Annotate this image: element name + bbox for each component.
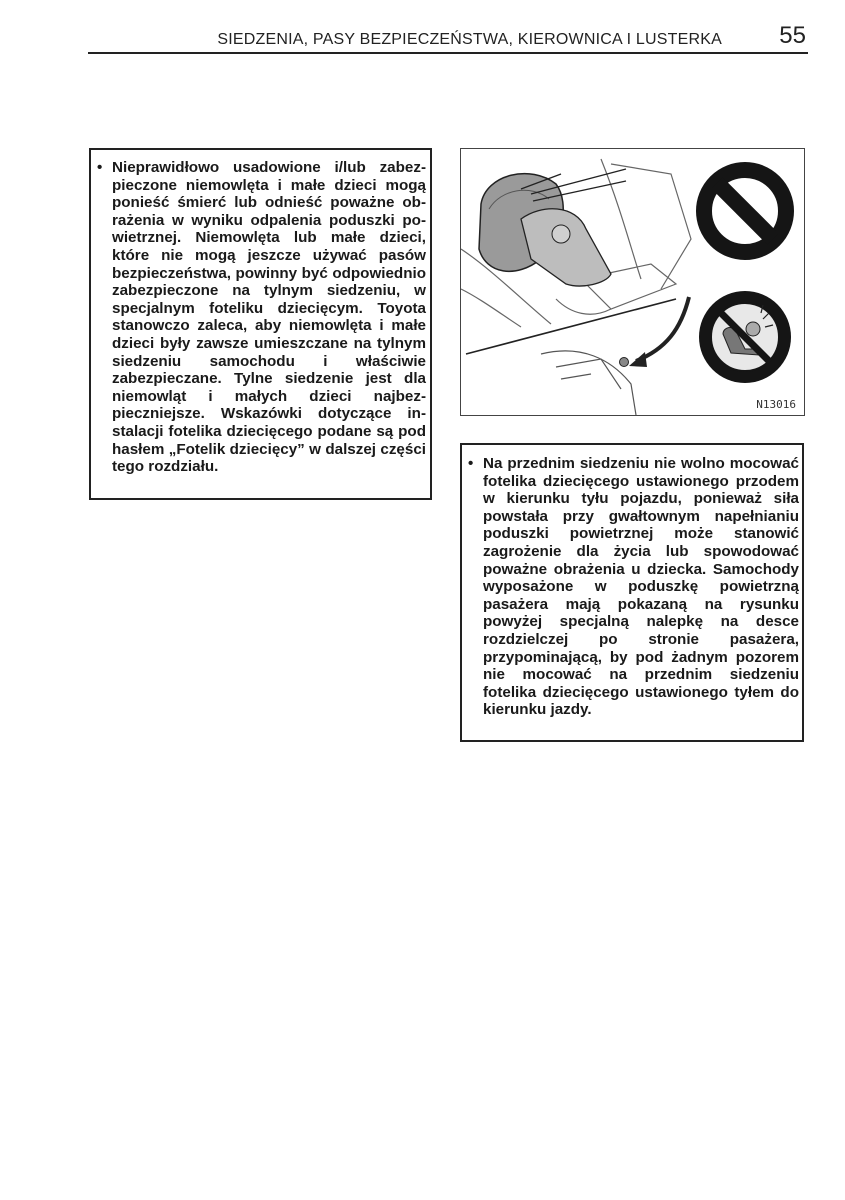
- chapter-title: SIEDZENIA, PASY BEZPIECZEŃSTWA, KIEROWNICA I LUSTERKA: [217, 31, 722, 48]
- page-number: 55: [779, 22, 806, 49]
- figure-code: N13016: [756, 398, 796, 411]
- airbag-warning-illustration: [460, 148, 805, 416]
- warning-text: Nieprawidłowo usadowione i/lub zabezpieczone niemowlęta i małe dzieci mogą ponieść śmierć lub odnieść poważne obrażenia w wyniku odpalenia poduszki powietrznej. Niemowlęta lub małe dzieci, które nie mogą jeszcze używać pasów bezpieczeństwa, powinny być odpowiednio zabezpieczone na tylnym siedzeniu, w specjalnym foteliku dziecięcym. Toyota stanowczo zaleca, aby niemowlęta i małe dzieci były zawsze umieszczane na tylnym siedzeniu samochodu i właściwie zabezpieczane. Tylne siedzenie jest dla niemowląt i małych dzieci najbezpieczniejsze. Wskazówki dotyczące instalacji fotelika dziecięcego podane są pod hasłem „Fotelik dziecięcy” w dalszej części tego rozdziału.: [112, 159, 426, 476]
- warning-box-rear-seat: [89, 148, 432, 500]
- prohibition-icon: [693, 159, 797, 263]
- warning-text: Na przednim siedzeniu nie wolno mocować fotelika dziecięcego ustawionego przodem w kierunku tyłu pojazdu, ponieważ siła powstała przy gwałtownym napełnianiu poduszki powietrznej może stanowić zagrożenie dla życia lub spowodować poważne obrażenia u dziecka. Samochody wyposażone w poduszkę powietrzną pasażera mają pokazaną na rysunku powyżej specjalną nalepkę na desce rozdzielczej po stronie pasażera, przypominającą, by pod żadnym pozorem nie mocować na przednim siedzeniu fotelika dziecięcego ustawionego tyłem do kierunku jazdy.: [483, 455, 799, 719]
- child-seat-shape: [521, 209, 611, 286]
- bullet: •: [468, 455, 474, 472]
- page-header: [88, 24, 808, 54]
- warning-box-front-seat: [460, 443, 804, 742]
- airbag-child-seat-warning-label-icon: [693, 289, 797, 385]
- bullet: •: [97, 159, 103, 176]
